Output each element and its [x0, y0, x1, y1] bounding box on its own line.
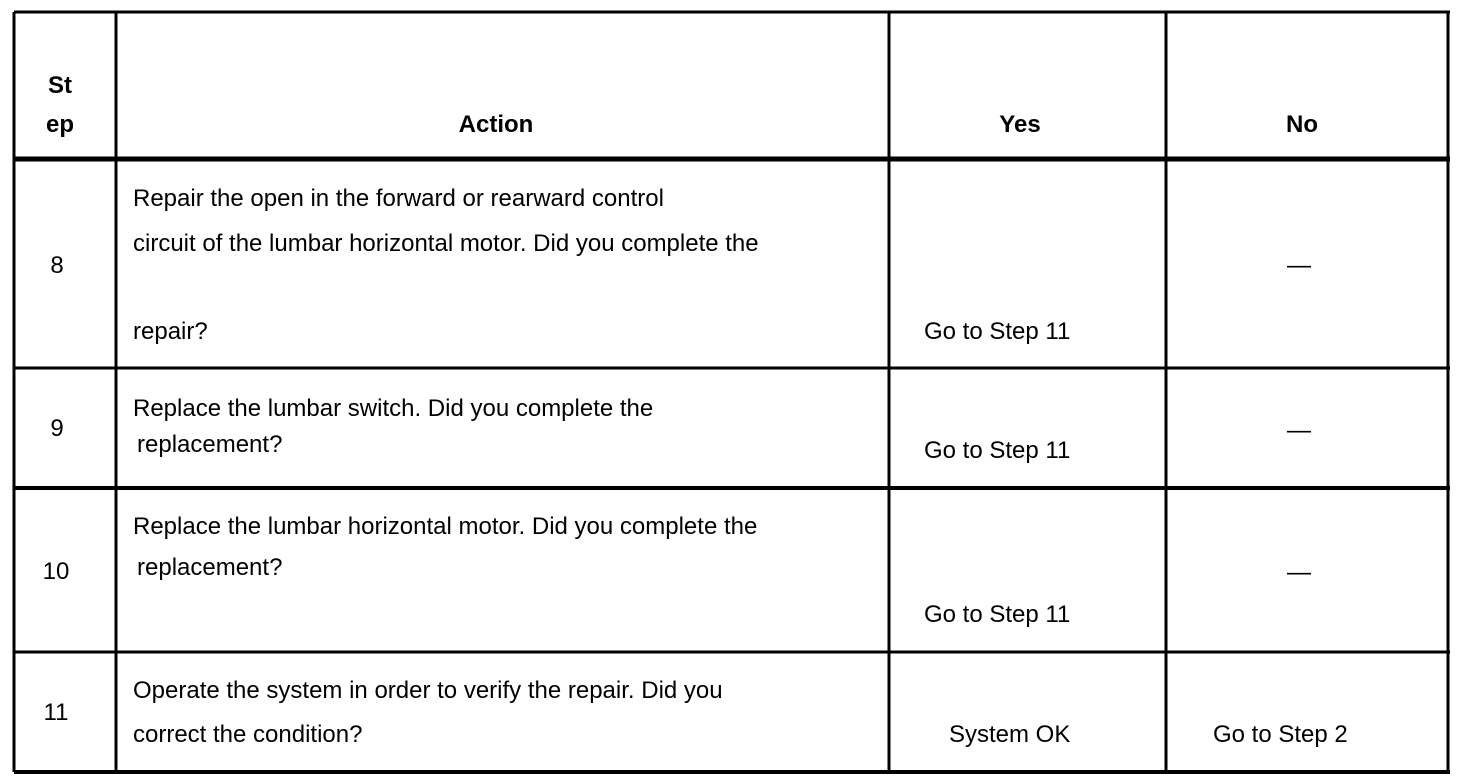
row-10-yes: Go to Step 11: [924, 601, 1071, 628]
row-9-yes: Go to Step 11: [924, 437, 1071, 464]
header-step-line2: ep: [45, 111, 75, 138]
row-10-step: 10: [42, 558, 70, 585]
row-10-action-line1: Replace the lumbar horizontal motor. Did you complete the: [133, 513, 758, 540]
row-8-action-line1: Repair the open in the forward or rearward control: [133, 185, 664, 212]
row-9-no: —: [1287, 417, 1311, 444]
header-yes: Yes: [999, 111, 1041, 138]
row-11-yes: System OK: [949, 721, 1071, 748]
row-9-action-line2: replacement?: [137, 431, 283, 458]
row-8-no: —: [1287, 252, 1311, 279]
row-11-no: Go to Step 2: [1213, 721, 1348, 748]
row-8-step: 8: [50, 252, 64, 279]
header-action: Action: [458, 111, 534, 138]
row-8-action-line2: circuit of the lumbar horizontal motor. Did you complete the: [133, 230, 759, 257]
row-10-no: —: [1287, 559, 1311, 586]
row-11-step: 11: [43, 699, 69, 726]
row-9-step: 9: [50, 415, 64, 442]
row-11-action-line1: Operate the system in order to verify the repair. Did you: [133, 677, 723, 704]
row-11-action-line2: correct the condition?: [133, 721, 363, 748]
row-8-yes: Go to Step 11: [924, 318, 1071, 345]
row-10-action-line2: replacement?: [137, 554, 283, 581]
row-8-action-line3: repair?: [133, 318, 208, 345]
header-no: No: [1286, 111, 1318, 138]
row-9-action-line1: Replace the lumbar switch. Did you complete the: [133, 395, 654, 422]
header-step-line1: St: [48, 72, 72, 99]
